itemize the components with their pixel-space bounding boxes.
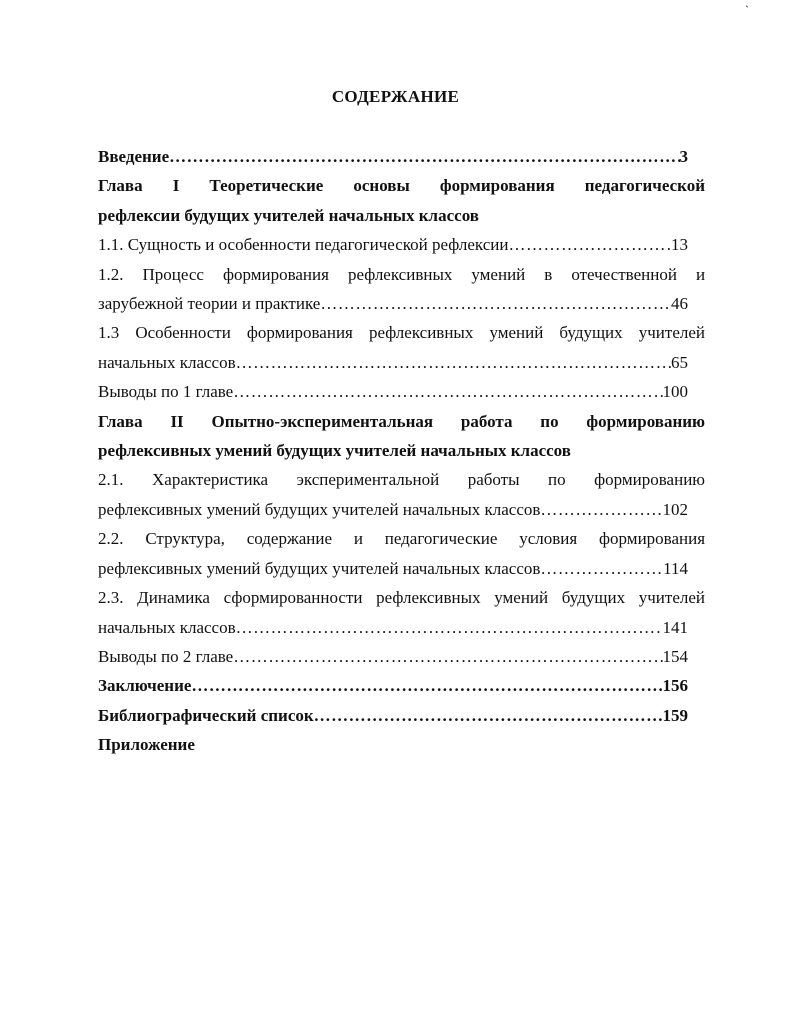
dot-leader [508,230,671,259]
dot-leader [540,554,663,583]
toc-entry-2-3-line-2 [98,613,688,642]
toc-chapter-1-line-2: рефлексии будущих учителей начальных классов [98,205,479,225]
toc-entry-text: начальных классов [98,352,236,372]
toc-chapter-2-line-1: Глава II Опытно-экспериментальная работа по формированию [98,411,706,431]
toc-entry-2-1-line-2 [98,495,688,524]
toc-page-number: 46 [671,294,688,314]
toc-entry-2-3-line-1: 2.3. Динамика сформированности рефлексивных умений будущих учителей [98,588,705,608]
toc-page-number: 141 [662,617,688,637]
toc-page-number: 159 [662,705,688,725]
dot-leader [314,701,663,730]
toc-entry-text: 1.1. Сущность и особенности педагогической рефлексии [98,235,509,255]
toc-entry-1-2-line-2 [98,289,688,318]
toc-page-number: 154 [662,646,688,666]
toc-page-number: 156 [662,676,688,696]
toc-entry-conclusion [98,671,688,700]
toc-chapter-2-line-2: рефлексивных умений будущих учителей начальных классов [98,441,571,461]
toc-page-number: 3 [679,147,688,166]
toc-entry-2-2-line-1: 2.2. Структура, содержание и педагогические условия формирования [98,529,706,549]
toc-entry-conclusions-2 [98,642,688,671]
toc-entry-appendix: Приложение [98,735,195,755]
dot-leader [320,289,671,318]
dot-leader [236,348,671,377]
dot-leader [236,613,663,642]
dot-leader [169,142,679,171]
toc-entry-1-3-line-1: 1.3 Особенности формирования рефлексивных умений будущих учителей [98,323,705,343]
dot-leader [233,377,662,406]
toc-page-number: 102 [662,499,688,519]
dot-leader [233,642,662,671]
toc-entry-text: Выводы по 1 главе [98,382,234,402]
toc-entry-text: начальных классов [98,617,236,637]
toc-page-number: 114 [663,558,688,578]
dot-leader [540,495,662,524]
corner-mark: ` [745,3,749,17]
toc-entry-2-1-line-1: 2.1. Характеристика экспериментальной работы по формированию [98,470,705,490]
toc-entry-text: Библиографический список [98,705,314,725]
toc-page-number: 13 [671,235,688,255]
toc-entry-bibliography [98,701,688,730]
toc-entry-1-2-line-1: 1.2. Процесс формирования рефлексивных умений в отечественной и [98,264,706,284]
toc-page-number: 65 [671,352,688,372]
page-title: СОДЕРЖАНИЕ [331,87,460,106]
toc-entry-2-2-line-2 [98,554,688,583]
toc-entry-text: Выводы по 2 главе [98,646,234,666]
toc-entry-text: зарубежной теории и практике [98,294,321,314]
dot-leader [191,671,662,700]
toc-entry-intro [98,142,688,171]
toc-entry-text: Заключение [98,676,192,696]
toc-entry-1-1 [98,230,688,259]
toc-chapter-1-line-1: Глава I Теоретические основы формирования педагогической [98,176,706,196]
toc-entry-conclusions-1 [98,377,688,406]
toc-entry-text: рефлексивных умений будущих учителей начальных классов [98,558,541,578]
toc-entry-text: Введение [98,147,170,166]
toc-entry-text: рефлексивных умений будущих учителей начальных классов [98,499,541,519]
table-of-contents [98,142,705,760]
toc-page-number: 100 [662,382,688,402]
toc-entry-1-3-line-2 [98,348,688,377]
